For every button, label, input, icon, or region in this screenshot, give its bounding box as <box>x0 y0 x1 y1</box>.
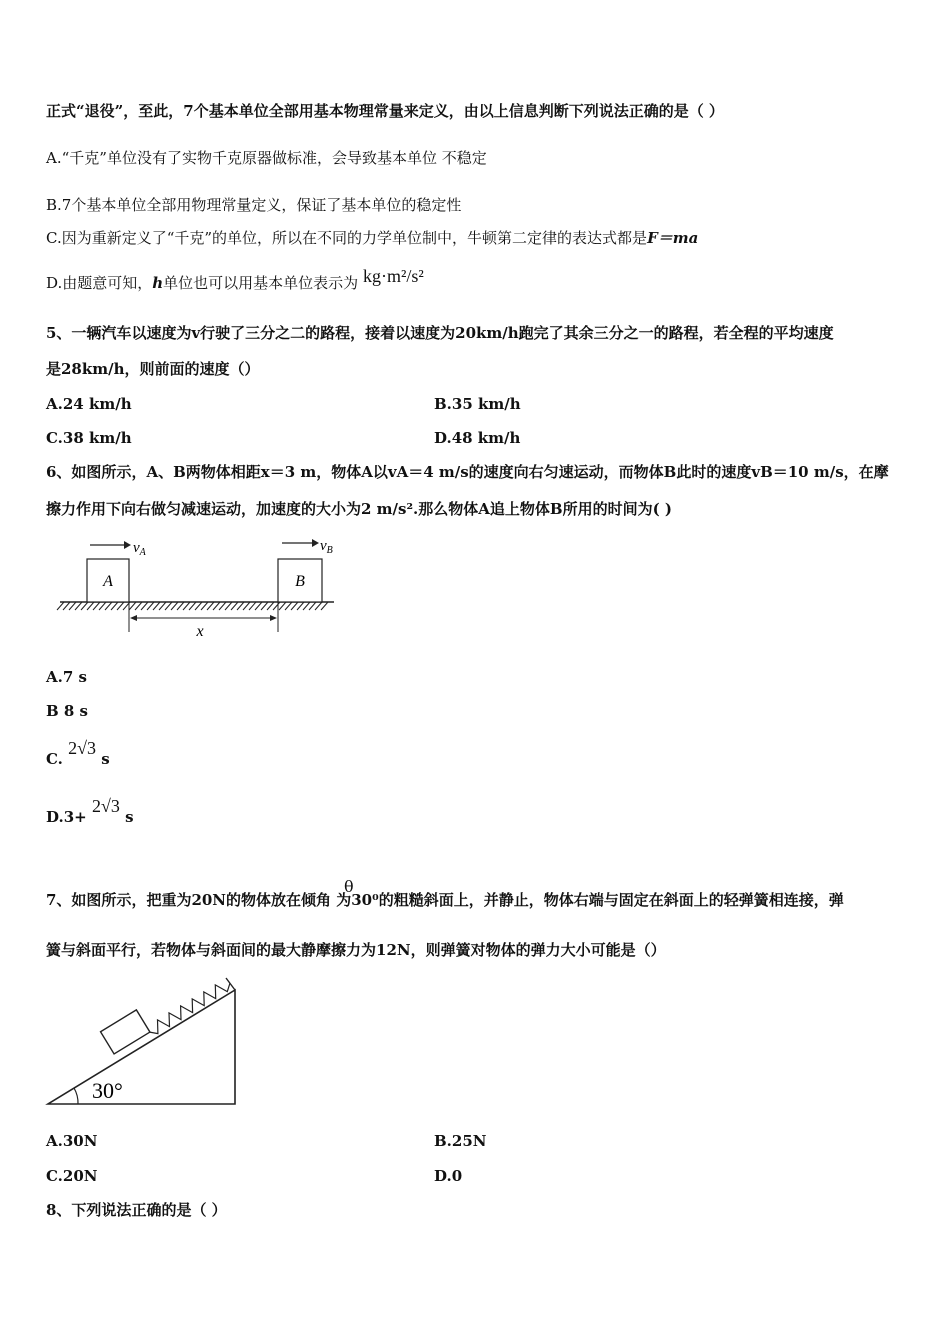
velocity-label-a-text: v <box>133 540 140 556</box>
q4-option-d-pre: D.由题意可知， <box>46 274 153 292</box>
q7-theta: θ <box>344 877 354 896</box>
ground-hatch <box>279 602 286 610</box>
ground-hatch <box>117 602 124 610</box>
ground-hatch <box>255 602 262 610</box>
ground-hatch <box>99 602 106 610</box>
q5-stem-line1: 5、一辆汽车以速度为v行驶了三分之二的路程，接着以速度为20km/h跑完了其余三分之一的路程，若全程的平均速度 <box>46 324 834 342</box>
q7-stem-line1: 7、如图所示，把重为20N的物体放在倾角 为30⁰的粗糙斜面上，并静止，物体右端与固定在斜面上的轻弹簧相连接，弹 <box>46 891 844 909</box>
q6-stem-line1: 6、如图所示，A、B两物体相距x＝3 m，物体A以vA＝4 m/s的速度向右匀速运动，而物体B此时的速度vB＝10 m/s，在摩 <box>46 463 889 481</box>
ground-hatch <box>87 602 94 610</box>
q4-option-d-h: h <box>152 274 164 292</box>
ground-hatch <box>135 602 142 610</box>
ground-hatch <box>147 602 154 610</box>
ground-hatch <box>267 602 274 610</box>
angle-label: 30° <box>92 1078 123 1103</box>
ground-hatch <box>243 602 250 610</box>
q6-figure-blocks <box>56 532 346 644</box>
ground-hatch <box>177 602 184 610</box>
distance-label: x <box>196 623 204 640</box>
q6-option-b: B 8 s <box>46 702 89 720</box>
velocity-arrow-a <box>90 541 131 549</box>
ground-hatch <box>63 602 70 610</box>
q4-option-b: B.7个基本单位全部用物理常量定义，保证了基本单位的稳定性 <box>46 196 462 214</box>
velocity-label-b-sub: B <box>326 545 333 556</box>
ground-hatch <box>153 602 160 610</box>
block-b-label: B <box>295 573 305 590</box>
q6-option-a: A.7 s <box>46 668 87 686</box>
ground-hatch <box>195 602 202 610</box>
ground-hatch <box>105 602 112 610</box>
ground-hatch <box>249 602 256 610</box>
q4-option-c <box>46 228 698 248</box>
q8-stem: 8、下列说法正确的是（ ） <box>46 1201 227 1219</box>
q5-option-d: D.48 km/h <box>434 429 521 447</box>
velocity-arrow-b <box>282 539 319 547</box>
ground-hatch <box>189 602 196 610</box>
ground-hatch <box>321 602 328 610</box>
ground-hatch <box>309 602 316 610</box>
ground-hatch <box>231 602 238 610</box>
ground-hatch <box>285 602 292 610</box>
q7-option-c: C.20N <box>46 1167 98 1185</box>
q6-option-c-pre: C. <box>46 750 63 768</box>
q6-option-d-unit: s <box>125 808 134 826</box>
ground-hatch <box>159 602 166 610</box>
q6-option-d <box>46 796 134 827</box>
q5-option-c: C.38 km/h <box>46 429 132 447</box>
q7-stem-line2: 簧与斜面平行，若物体与斜面间的最大静摩擦力为12N，则弹簧对物体的弹力大小可能是（） <box>46 941 666 959</box>
q4-option-c-text: C.因为重新定义了“千克”的单位，所以在不同的力学单位制中，牛顿第二定律的表达式都是 <box>46 229 648 247</box>
ground-hatch <box>291 602 298 610</box>
ground-hatch <box>303 602 310 610</box>
spring-anchor <box>226 978 235 990</box>
q7-figure-incline <box>44 968 244 1110</box>
hatched-ground <box>57 602 334 610</box>
ground-hatch <box>213 602 220 610</box>
ground-hatch <box>207 602 214 610</box>
ground-hatch <box>111 602 118 610</box>
velocity-label-a-sub: A <box>139 547 146 558</box>
incline-triangle <box>48 990 235 1104</box>
q6-option-c-unit: s <box>101 750 110 768</box>
q7-option-a: A.30N <box>46 1132 98 1150</box>
block-a-label: A <box>103 573 113 590</box>
ground-hatch <box>129 602 136 610</box>
q5-stem-line2: 是28km/h，则前面的速度（） <box>46 360 260 378</box>
q6-option-c <box>46 738 110 769</box>
velocity-label-b-text: v <box>320 538 327 554</box>
ground-hatch <box>183 602 190 610</box>
velocity-label-b <box>320 538 333 556</box>
ground-hatch <box>171 602 178 610</box>
ground-hatch <box>225 602 232 610</box>
ground-hatch <box>219 602 226 610</box>
ground-hatch <box>297 602 304 610</box>
q6-stem-line2: 擦力作用下向右做匀减速运动，加速度的大小为2 m/s².那么物体A追上物体B所用的时间为( ) <box>46 500 672 518</box>
q4-stem-tail: 正式“退役”，至此，7个基本单位全部用基本物理常量来定义，由以上信息判断下列说法正确的是（ ） <box>46 102 724 120</box>
angle-arc <box>74 1088 78 1104</box>
q4-option-c-formula: F＝ma <box>647 229 699 247</box>
q4-option-d-mid: 单位也可以用基本单位表示为 <box>163 274 359 292</box>
q6-option-d-pre: D.3+ <box>46 808 87 826</box>
ground-hatch <box>57 602 64 610</box>
ground-hatch <box>75 602 82 610</box>
velocity-label-a <box>133 540 147 558</box>
ground-hatch <box>273 602 280 610</box>
q7-option-d: D.0 <box>434 1167 463 1185</box>
q5-option-a: A.24 km/h <box>46 395 132 413</box>
q5-option-b: B.35 km/h <box>434 395 521 413</box>
q7-option-b: B.25N <box>434 1132 487 1150</box>
ground-hatch <box>261 602 268 610</box>
spring <box>149 983 230 1034</box>
ground-hatch <box>201 602 208 610</box>
q6-option-d-formula: 2√3 <box>91 796 120 816</box>
q4-option-d-formula: kg·m²/s² <box>362 266 424 286</box>
q6-option-c-formula: 2√3 <box>68 738 97 758</box>
ground-hatch <box>165 602 172 610</box>
ground-hatch <box>237 602 244 610</box>
ground-hatch <box>315 602 322 610</box>
ground-hatch <box>81 602 88 610</box>
ground-hatch <box>93 602 100 610</box>
q4-option-d <box>46 266 424 293</box>
ground-hatch <box>69 602 76 610</box>
incline-block <box>101 1010 150 1054</box>
ground-hatch <box>141 602 148 610</box>
q4-option-a: A.“千克”单位没有了实物千克原器做标准，会导致基本单位 不稳定 <box>46 149 487 167</box>
